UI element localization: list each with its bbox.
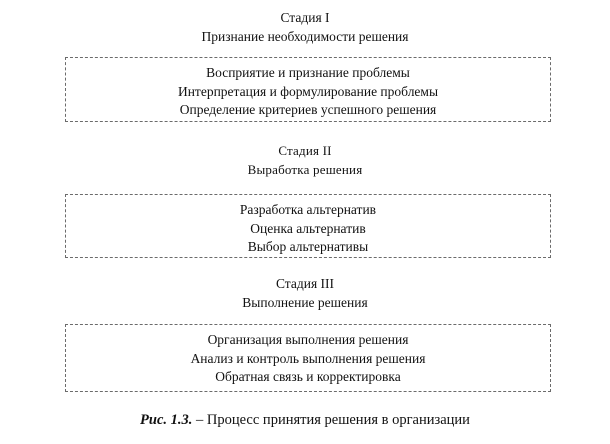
stage-2-heading bbox=[0, 141, 610, 179]
stage-3-step-3: Обратная связь и корректировка bbox=[215, 369, 401, 384]
stage-3-subtitle: Выполнение решения bbox=[242, 295, 368, 310]
figure-caption bbox=[0, 412, 610, 429]
stage-1-steps-box bbox=[65, 57, 551, 122]
stage-3-step-2: Анализ и контроль выполнения решения bbox=[190, 350, 426, 366]
stage-3-step-1: Организация выполнения решения bbox=[207, 332, 409, 347]
stage-1-heading bbox=[0, 8, 610, 46]
stage-1-subtitle: Признание необходимости решения bbox=[201, 29, 409, 44]
stage-3-title: Стадия III bbox=[275, 276, 335, 291]
stage-1-step-3: Определение критериев успешного решения bbox=[179, 102, 437, 117]
figure-label: Рис. 1.3. bbox=[140, 412, 193, 428]
stage-3-steps-box bbox=[65, 324, 551, 392]
stage-3-heading bbox=[0, 274, 610, 312]
stage-1-step-1: Восприятие и признание проблемы bbox=[206, 65, 410, 80]
stage-2-step-2: Оценка альтернатив bbox=[250, 220, 366, 236]
stage-2-step-3: Выбор альтернативы bbox=[247, 239, 369, 254]
stage-2-steps-box bbox=[65, 194, 551, 258]
figure-caption-text: – Процесс принятия решения в организации bbox=[192, 412, 470, 428]
stage-1-title: Стадия I bbox=[280, 10, 330, 25]
stage-2-subtitle: Выработка решения bbox=[247, 162, 363, 177]
stage-1-step-2: Интерпретация и формулирование проблемы bbox=[177, 83, 439, 99]
stage-2-step-1: Разработка альтернатив bbox=[239, 202, 377, 217]
stage-2-title: Стадия II bbox=[278, 143, 332, 158]
